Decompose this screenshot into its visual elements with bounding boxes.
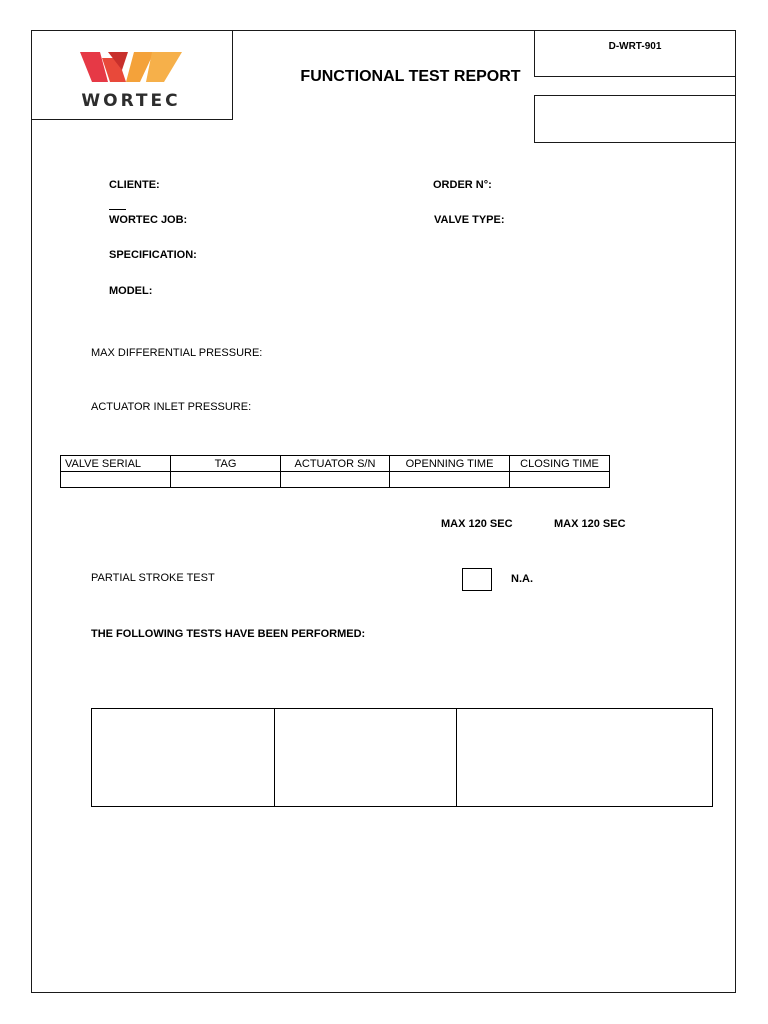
field-wortec-job: WORTEC JOB: [109, 214, 188, 226]
logo-text: WORTEC [81, 91, 181, 111]
tests-cell[interactable] [275, 709, 457, 806]
field-specification: SPECIFICATION: [109, 249, 197, 261]
cell-opening-time[interactable] [390, 472, 510, 488]
opening-time-limit: MAX 120 SEC [441, 518, 513, 530]
partial-stroke-label: PARTIAL STROKE TEST [91, 572, 215, 584]
field-model: MODEL: [109, 285, 153, 297]
revision-box [534, 95, 736, 143]
col-actuator-sn: ACTUATOR S/N [281, 456, 390, 472]
cell-tag[interactable] [171, 472, 281, 488]
tests-cell[interactable] [457, 709, 712, 806]
col-opening-time: OPENNING TIME [390, 456, 510, 472]
field-valve-type: VALVE TYPE: [434, 214, 505, 226]
tests-cell[interactable] [92, 709, 275, 806]
page-title: FUNCTIONAL TEST REPORT [300, 68, 521, 85]
wortec-logo-icon [78, 48, 184, 86]
cell-closing-time[interactable] [510, 472, 610, 488]
page-frame [31, 30, 736, 993]
table-row [61, 472, 610, 488]
field-dash-mark [109, 209, 126, 210]
field-order-no: ORDER N°: [433, 179, 492, 191]
field-actuator-inlet-pressure: ACTUATOR INLET PRESSURE: [91, 401, 252, 413]
valve-table [60, 455, 610, 488]
tests-heading: THE FOLLOWING TESTS HAVE BEEN PERFORMED: [91, 628, 366, 640]
cell-actuator-sn[interactable] [281, 472, 390, 488]
tests-grid [91, 708, 713, 807]
na-label: N.A. [511, 573, 533, 585]
closing-time-limit: MAX 120 SEC [554, 518, 626, 530]
doc-code: D-WRT-901 [608, 41, 662, 52]
field-max-diff-pressure: MAX DIFFERENTIAL PRESSURE: [91, 347, 263, 359]
col-closing-time: CLOSING TIME [510, 456, 610, 472]
table-header-row [61, 456, 610, 472]
col-tag: TAG [171, 456, 281, 472]
col-valve-serial: VALVE SERIAL [61, 456, 171, 472]
cell-valve-serial[interactable] [61, 472, 171, 488]
partial-stroke-checkbox[interactable] [462, 568, 492, 591]
field-cliente: CLIENTE: [109, 179, 160, 191]
